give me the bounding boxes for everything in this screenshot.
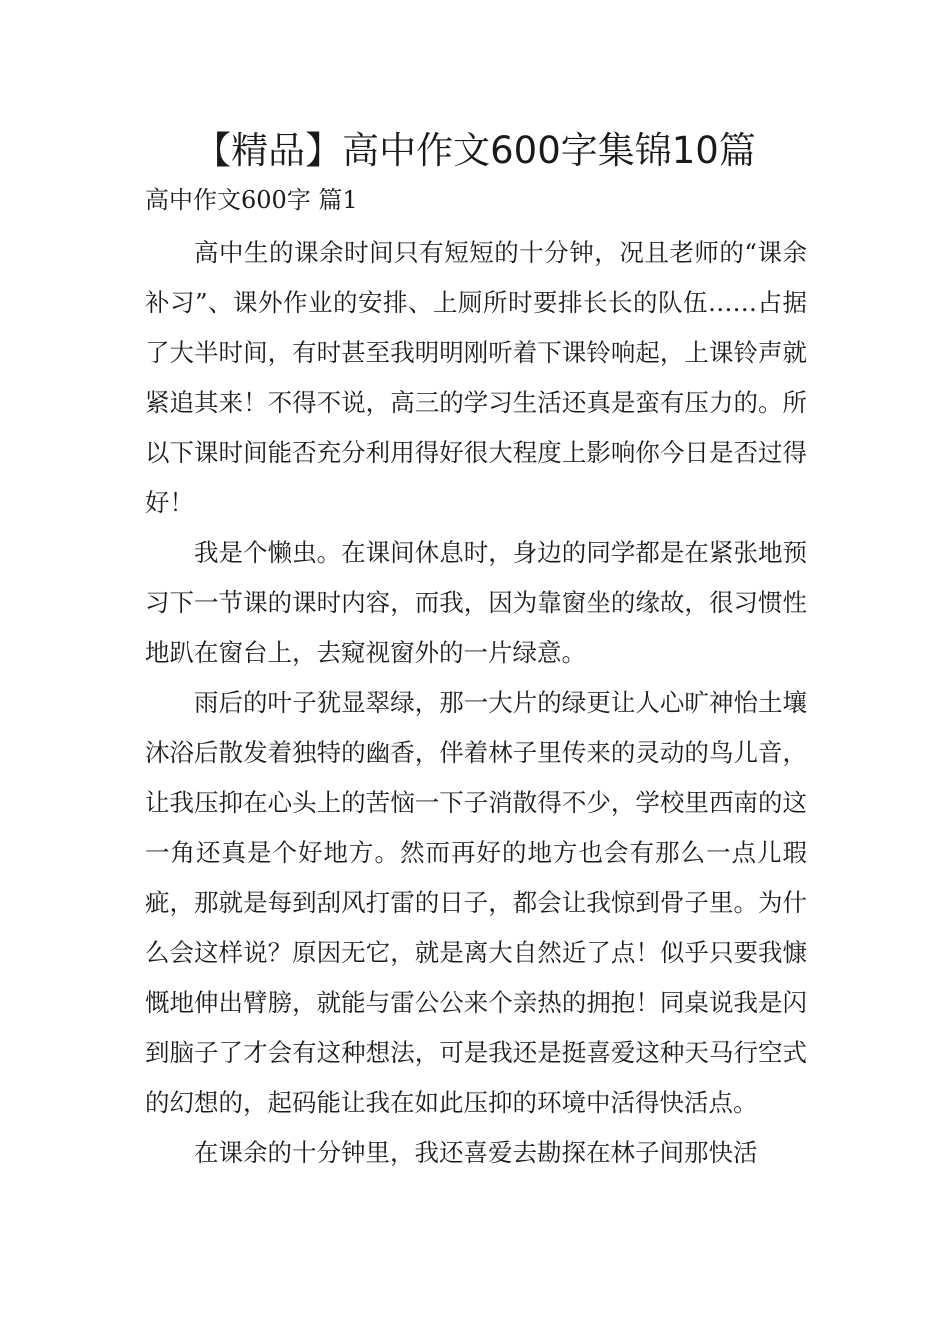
paragraph: 在课余的十分钟里，我还喜爱去勘探在林子间那快活 <box>194 1138 758 1167</box>
section-heading: 高中作文600字 篇1 <box>145 186 358 214</box>
paragraph: 雨后的叶子犹显翠绿，那一大片的绿更让人心旷神怡土壤沐浴后散发着独特的幽香，伴着林子里传来的灵动的鸟儿音，让我压抑在心头上的苦恼一下子消散得不少，学校里西南的这一角还真是个好地方。然而再好的地方也会有那么一点儿瑕疵，那就是每到刮风打雷的日子，都会让我惊到骨子里。为什么会这样说？原因无它，就是离大自然近了点！似乎只要我慷慨地伸出臂膀，就能与雷公公来个亲热的拥抱！同桌说我是闪到脑子了才会有这种想法，可是我还是挺喜爱这种天马行空式的幻想的，起码能让我在如此压抑的环境中活得快活点。 <box>145 688 807 1117</box>
paragraph: 我是个懒虫。在课间休息时，身边的同学都是在紧张地预习下一节课的课时内容，而我，因为靠窗坐的缘故，很习惯性地趴在窗台上，去窥视窗外的一片绿意。 <box>145 538 807 667</box>
document-title: 【精品】高中作文600字集锦10篇 <box>194 129 756 172</box>
essay-body <box>145 228 807 1178</box>
paragraph: 高中生的课余时间只有短短的十分钟，况且老师的“课余补习”、课外作业的安排、上厕所时要排长长的队伍……占据了大半时间，有时甚至我明明刚听着下课铃响起，上课铃声就紧追其来！不得不说，高三的学习生活还真是蛮有压力的。所以下课时间能否充分利用得好很大程度上影响你今日是否过得好！ <box>145 238 807 517</box>
